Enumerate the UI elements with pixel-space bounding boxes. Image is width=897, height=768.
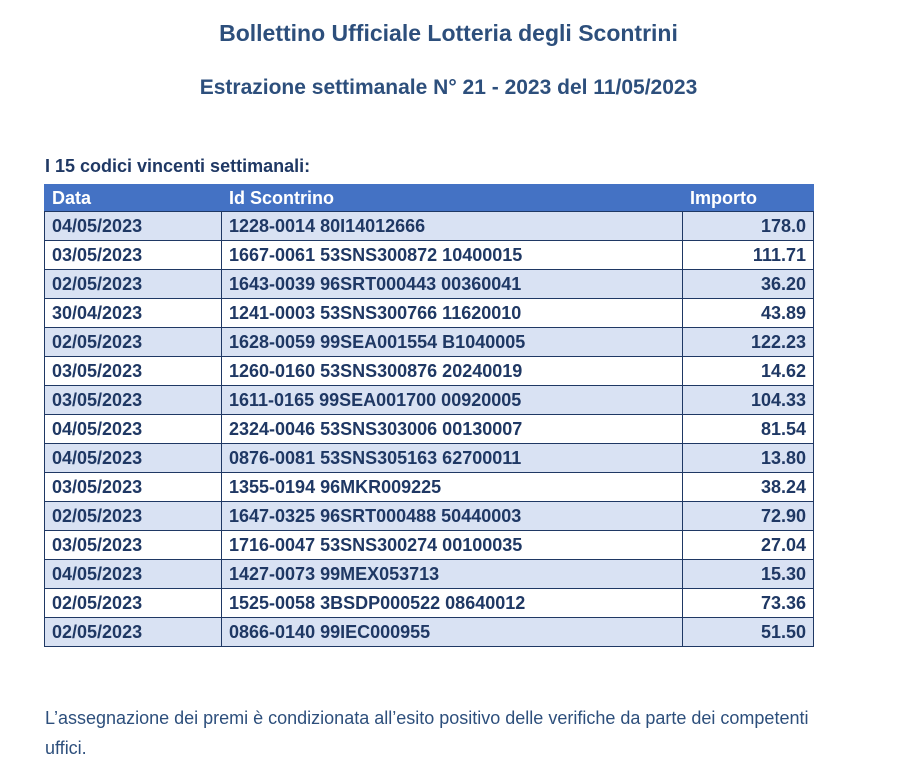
date-cell: 02/05/2023: [45, 270, 222, 299]
amount-cell: 36.20: [683, 270, 814, 299]
draw-subtitle: Estrazione settimanale N° 21 - 2023 del 11/05/2023: [199, 76, 698, 99]
table-row: [45, 415, 814, 444]
table-row: [45, 444, 814, 473]
prize-conditions-note: L’assegnazione dei premi è condizionata all’esito positivo delle verifiche da parte dei competenti uffici.: [45, 708, 809, 758]
table-row: [45, 328, 814, 357]
receipt-id-cell: 0866-0140 99IEC000955: [222, 618, 683, 647]
receipt-id-cell: 1647-0325 96SRT000488 50440003: [222, 502, 683, 531]
date-cell: 04/05/2023: [45, 415, 222, 444]
date-cell: 04/05/2023: [45, 444, 222, 473]
date-cell: 04/05/2023: [45, 212, 222, 241]
table-row: [45, 473, 814, 502]
receipt-id-cell: 0876-0081 53SNS305163 62700011: [222, 444, 683, 473]
amount-cell: 38.24: [683, 473, 814, 502]
date-cell: 02/05/2023: [45, 328, 222, 357]
amount-cell: 178.0: [683, 212, 814, 241]
table-row: [45, 357, 814, 386]
date-cell: 02/05/2023: [45, 589, 222, 618]
table-row: [45, 212, 814, 241]
amount-cell: 122.23: [683, 328, 814, 357]
date-cell: 03/05/2023: [45, 241, 222, 270]
date-cell: 03/05/2023: [45, 531, 222, 560]
date-cell: 30/04/2023: [45, 299, 222, 328]
receipt-id-cell: 1260-0160 53SNS300876 20240019: [222, 357, 683, 386]
amount-cell: 111.71: [683, 241, 814, 270]
receipt-id-cell: 1643-0039 96SRT000443 00360041: [222, 270, 683, 299]
date-cell: 03/05/2023: [45, 473, 222, 502]
receipt-id-cell: 2324-0046 53SNS303006 00130007: [222, 415, 683, 444]
table-row: [45, 386, 814, 415]
receipt-id-cell: 1667-0061 53SNS300872 10400015: [222, 241, 683, 270]
receipt-id-cell: 1716-0047 53SNS300274 00100035: [222, 531, 683, 560]
receipt-id-cell: 1355-0194 96MKR009225: [222, 473, 683, 502]
column-header-amount: Importo: [683, 185, 814, 212]
amount-cell: 14.62: [683, 357, 814, 386]
date-cell: 03/05/2023: [45, 386, 222, 415]
amount-cell: 104.33: [683, 386, 814, 415]
winning-codes-label: I 15 codici vincenti settimanali:: [45, 156, 311, 176]
table-row: [45, 299, 814, 328]
receipt-id-cell: 1611-0165 99SEA001700 00920005: [222, 386, 683, 415]
receipt-id-cell: 1525-0058 3BSDP000522 08640012: [222, 589, 683, 618]
table-row: [45, 589, 814, 618]
date-cell: 04/05/2023: [45, 560, 222, 589]
table-row: [45, 531, 814, 560]
date-cell: 02/05/2023: [45, 502, 222, 531]
amount-cell: 15.30: [683, 560, 814, 589]
receipt-id-cell: 1628-0059 99SEA001554 B1040005: [222, 328, 683, 357]
receipt-id-cell: 1228-0014 80I14012666: [222, 212, 683, 241]
table-row: [45, 618, 814, 647]
amount-cell: 73.36: [683, 589, 814, 618]
amount-cell: 13.80: [683, 444, 814, 473]
receipt-id-cell: 1427-0073 99MEX053713: [222, 560, 683, 589]
table-row: [45, 560, 814, 589]
table-row: [45, 241, 814, 270]
amount-cell: 51.50: [683, 618, 814, 647]
receipt-id-cell: 1241-0003 53SNS300766 11620010: [222, 299, 683, 328]
date-cell: 02/05/2023: [45, 618, 222, 647]
amount-cell: 72.90: [683, 502, 814, 531]
column-header-date: Data: [45, 185, 222, 212]
amount-cell: 43.89: [683, 299, 814, 328]
table-row: [45, 502, 814, 531]
table-header-row: [45, 185, 814, 212]
winning-codes-table: [44, 184, 814, 647]
column-header-receipt-id: Id Scontrino: [222, 185, 683, 212]
amount-cell: 27.04: [683, 531, 814, 560]
amount-cell: 81.54: [683, 415, 814, 444]
date-cell: 03/05/2023: [45, 357, 222, 386]
bulletin-title: Bollettino Ufficiale Lotteria degli Scontrini: [219, 20, 678, 46]
table-row: [45, 270, 814, 299]
